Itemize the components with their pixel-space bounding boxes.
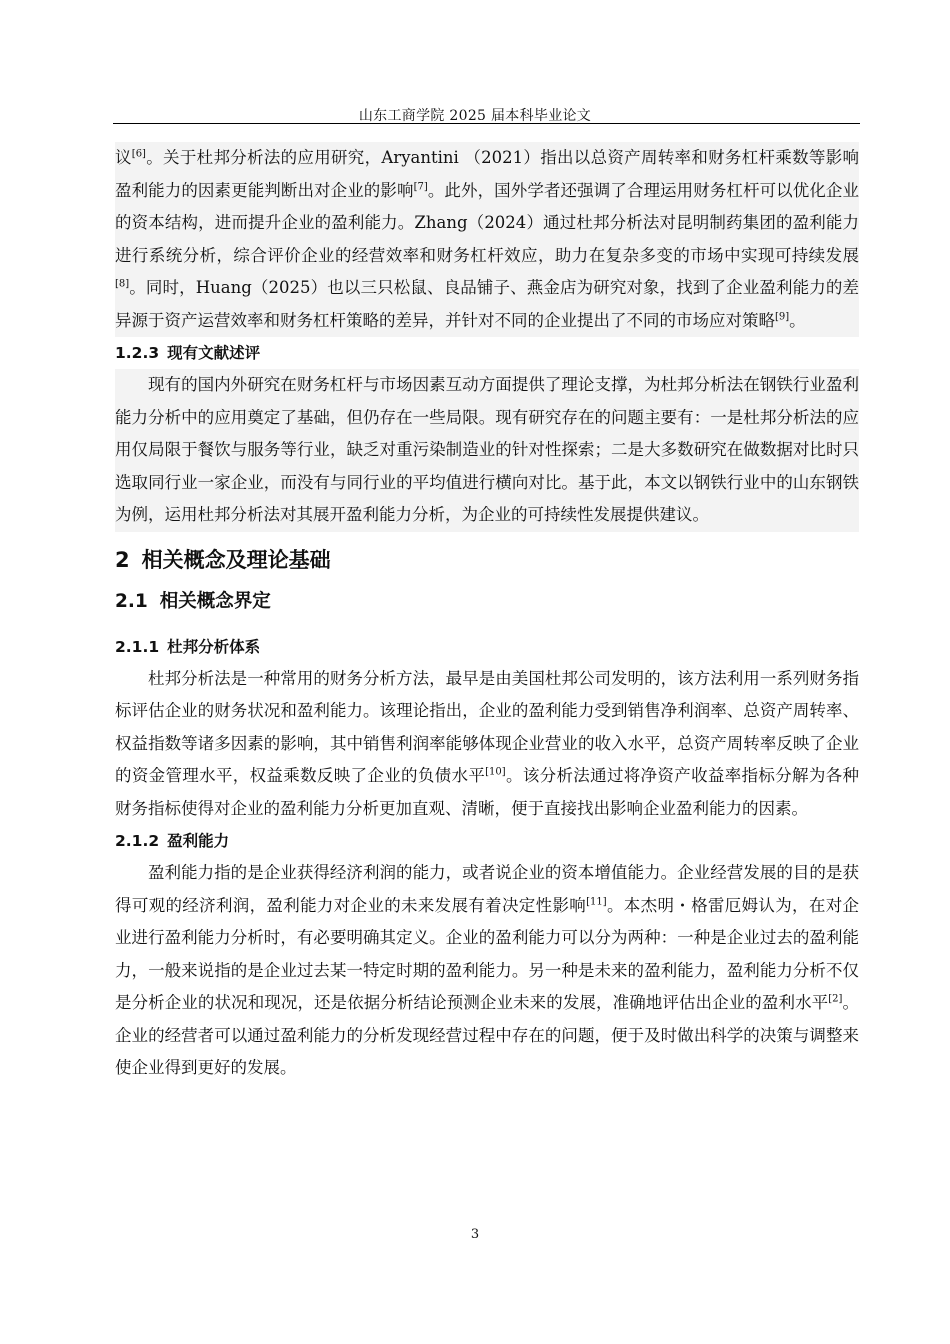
paragraph-literature-foreign: 议[6]。关于杜邦分析法的应用研究，Aryantini （2021）指出以总资产周转率和财务杠杆乘数等影响盈利能力的因素更能判断出对企业的影响[7]。此外，国外学者还强调了合理运用财务杠杆可以优化企业的资本结构，进而提升企业的盈利能力。Zhang（2024）通过杜邦分析法对昆明制药集团的盈利能力进行系统分析，综合评价企业的经营效率和财务杠杆效应，助力在复杂多变的市场中实现可持续发展[8]。同时，Huang（2025）也以三只松鼠、良品铺子、燕金店为研究对象，找到了企业盈利能力的差异源于资产运营效率和财务杠杆策略的差异，并针对不同的企业提出了不同的市场应对策略[9]。 <box>115 142 859 337</box>
paragraph-profitability: 盈利能力指的是企业获得经济利润的能力，或者说企业的资本增值能力。企业经营发展的目的是获得可观的经济利润，盈利能力对企业的未来发展有着决定性影响[11]。本杰明・格雷厄姆认为，在对企业进行盈利能力分析时，有必要明确其定义。企业的盈利能力可以分为两种：一种是企业过去的盈利能力，一般来说指的是企业过去某一特定时期的盈利能力。另一种是未来的盈利能力，盈利能力分析不仅是分析企业的状况和现况，还是依据分析结论预测企业未来的发展，准确地评估出企业的盈利水平[2]。企业的经营者可以通过盈利能力的分析发现经营过程中存在的问题，便于及时做出科学的决策与调整来使企业得到更好的发展。 <box>115 863 860 1077</box>
citation: [10] <box>485 766 506 778</box>
citation: [2] <box>828 993 843 1005</box>
document-body <box>115 142 859 1085</box>
section-heading-2-1-1: 2.1.1 杜邦分析体系 <box>115 637 261 656</box>
header-rule <box>113 123 860 124</box>
citation: [7] <box>413 181 428 192</box>
citation: [11] <box>586 896 607 907</box>
section-heading-2-1: 2.1 相关概念界定 <box>115 590 271 612</box>
citation: [6] <box>131 148 146 160</box>
chapter-heading-2: 2 相关概念及理论基础 <box>115 547 331 572</box>
page-header: 山东工商学院 2025 届本科毕业论文 <box>358 108 592 124</box>
section-heading-2-1-2: 2.1.2 盈利能力 <box>115 832 230 850</box>
paragraph-dupont-system: 杜邦分析法是一种常用的财务分析方法，最早是由美国杜邦公司发明的，该方法利用一系列财务指标评估企业的财务状况和盈利能力。该理论指出，企业的盈利能力受到销售净利润率、总资产周转率、权益指数等诸多因素的影响，其中销售利润率能够体现企业营业的收入水平，总资产周转率反映了企业的资金管理水平，权益乘数反映了企业的负债水平[10]。该分析法通过将净资产收益率指标分解为各种财务指标使得对企业的盈利能力分析更加直观、清晰，便于直接找出影响企业盈利能力的因素。 <box>115 668 860 818</box>
section-heading-1-2-3: 1.2.3 现有文献述评 <box>115 344 261 362</box>
page-number: 3 <box>470 1227 480 1242</box>
paragraph-literature-review: 现有的国内外研究在财务杠杆与市场因素互动方面提供了理论支撑，为杜邦分析法在钢铁行业盈利能力分析中的应用奠定了基础，但仍存在一些局限。现有研究存在的问题主要有：一是杜邦分析法的应用仅局限于餐饮与服务等行业，缺乏对重污染制造业的针对性探索；二是大多数研究在做数据对比时只选取同行业一家企业，而没有与同行业的平均值进行横向对比。基于此，本文以钢铁行业中的山东钢铁为例，运用杜邦分析法对其展开盈利能力分析，为企业的可持续性发展提供建议。 <box>115 369 859 532</box>
citation: [9] <box>775 311 790 322</box>
citation: [8] <box>115 278 130 290</box>
